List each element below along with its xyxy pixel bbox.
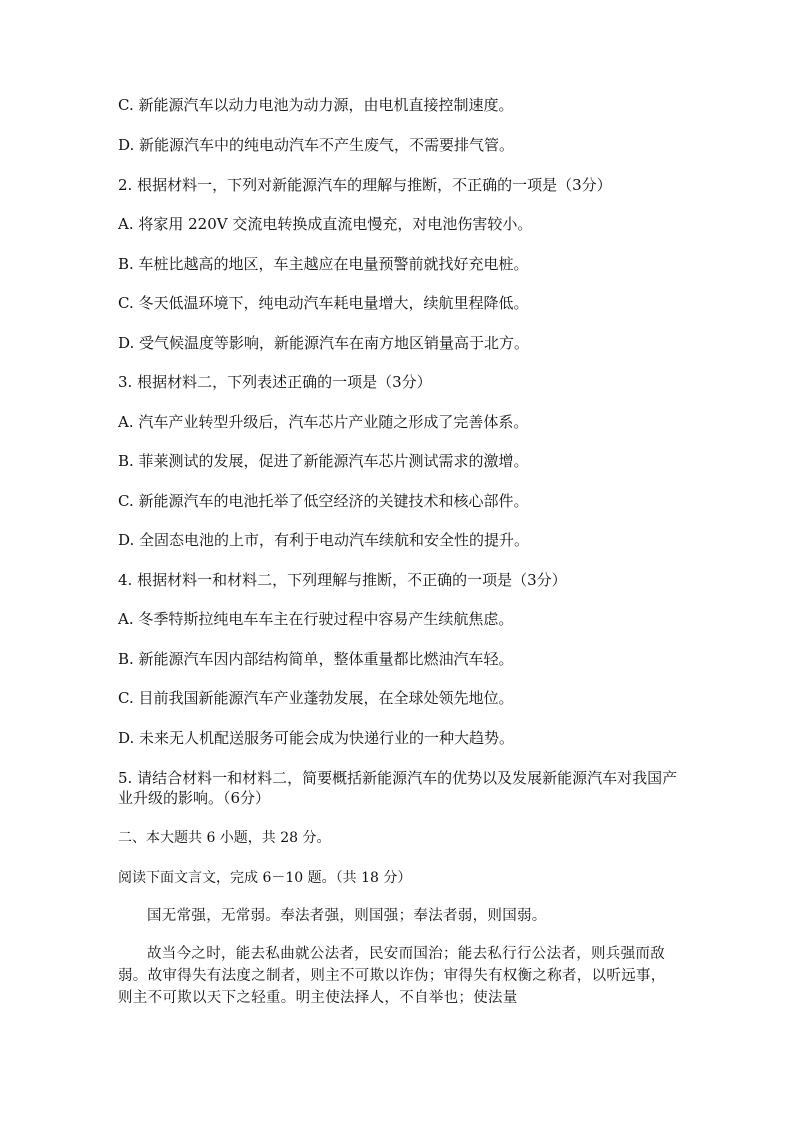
- option-3d: D. 全固态电池的上市，有利于电动汽车续航和安全性的提升。: [118, 531, 530, 549]
- reading-instruction: 阅读下面文言文，完成 6－10 题。（共 18 分）: [118, 870, 412, 886]
- option-4a: A. 冬季特斯拉纯电车车主在行驶过程中容易产生续航焦虑。: [118, 610, 514, 628]
- question-2: 2. 根据材料一，下列对新能源汽车的理解与推断，不正确的一项是（3分）: [118, 176, 612, 194]
- option-2a: A. 将家用 220V 交流电转换成直流电慢充，对电池伤害较小。: [118, 215, 533, 233]
- classical-paragraph-2: 故当今之时，能去私曲就公法者，民安而国治；能去私行行公法者，则兵强而敌弱。故审得失有法度之制者，则主不可欺以诈伪；审得失有权衡之称者，以听远事，则主不可欺以天下之轻重。明主使法择人，不自举也；使法量: [118, 946, 666, 1006]
- option-2b: B. 车桩比越高的地区，车主越应在电量预警前就找好充电桩。: [118, 255, 529, 273]
- option-2c: C. 冬天低温环境下，纯电动汽车耗电量增大，续航里程降低。: [118, 294, 529, 312]
- option-4c: C. 目前我国新能源汽车产业蓬勃发展，在全球处领先地位。: [118, 689, 514, 707]
- question-3: 3. 根据材料二，下列表述正确的一项是（3分）: [118, 373, 432, 391]
- question-4: 4. 根据材料一和材料二，下列理解与推断，不正确的一项是（3分）: [118, 571, 567, 589]
- option-3a: A. 汽车产业转型升级后，汽车芯片产业随之形成了完善体系。: [118, 413, 529, 431]
- option-3b: B. 菲莱测试的发展，促进了新能源汽车芯片测试需求的激增。: [118, 452, 529, 470]
- classical-paragraph-1: 国无常强，无常弱。奉法者强，则国强；奉法者弱，则国弱。: [147, 908, 547, 924]
- option-3c: C. 新能源汽车的电池托举了低空经济的关键技术和核心部件。: [118, 492, 529, 510]
- question-5: 5. 请结合材料一和材料二，简要概括新能源汽车的优势以及发展新能源汽车对我国产业升级的影响。（6分）: [118, 769, 678, 807]
- option-2d: D. 受气候温度等影响，新能源汽车在南方地区销量高于北方。: [118, 334, 530, 352]
- section-title: 二、本大题共 6 小题，共 28 分。: [118, 830, 331, 846]
- option-1d: D. 新能源汽车中的纯电动汽车不产生废气，不需要排气管。: [118, 136, 515, 154]
- option-4b: B. 新能源汽车因内部结构简单，整体重量都比燃油汽车轻。: [118, 650, 514, 668]
- option-4d: D. 未来无人机配送服务可能会成为快递行业的一种大趋势。: [118, 729, 515, 747]
- option-1c: C. 新能源汽车以动力电池为动力源，由电机直接控制速度。: [118, 96, 514, 114]
